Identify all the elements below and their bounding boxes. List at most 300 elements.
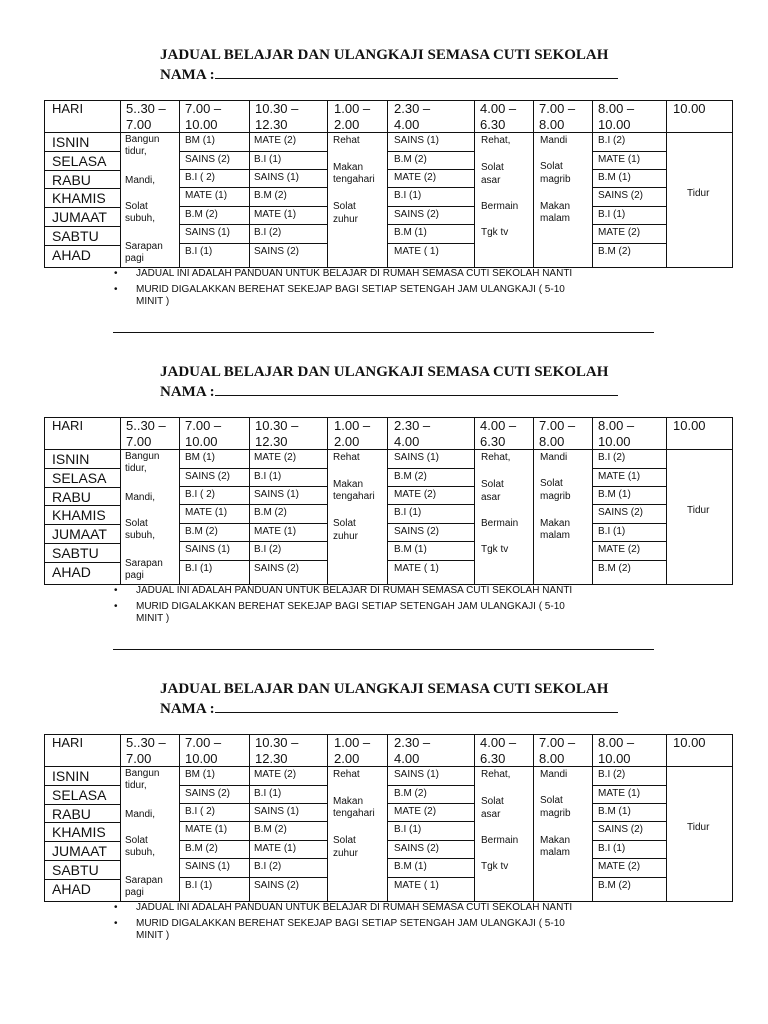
activity-text: Tgk tv	[481, 227, 509, 238]
header-time: 10.00	[673, 101, 706, 116]
subject-cell: MATE ( 1)	[394, 563, 439, 574]
note-text: JADUAL INI ADALAH PANDUAN UNTUK BELAJAR DI RUMAH SEMASA CUTI SEKOLAH NANTI	[136, 902, 573, 913]
subject-cell: B.M (2)	[598, 246, 631, 257]
row-divider	[387, 840, 474, 841]
activity-text: Rehat	[333, 135, 360, 146]
column-divider	[474, 734, 475, 902]
header-time: 2.30 – 4.00	[394, 735, 431, 766]
row-divider	[179, 468, 327, 469]
day-label: ISNIN	[52, 134, 90, 150]
column-divider	[533, 734, 534, 902]
activity-text: Solat	[125, 835, 148, 846]
subject-cell: B.M (1)	[394, 544, 427, 555]
row-divider	[179, 523, 327, 524]
name-label: NAMA :	[160, 384, 215, 400]
activity-text: asar	[481, 175, 501, 186]
activity-text: Makan	[540, 518, 571, 529]
subject-cell: B.I (1)	[598, 843, 626, 854]
column-divider	[666, 417, 667, 585]
name-field	[160, 383, 618, 401]
day-label: JUMAAT	[52, 526, 107, 542]
bullet-icon: •	[114, 918, 118, 929]
activity-text: zuhur	[333, 531, 359, 542]
subject-cell: SAINS (2)	[185, 471, 231, 482]
column-divider	[474, 417, 475, 585]
row-divider	[44, 151, 120, 152]
schedule-title: JADUAL BELAJAR DAN ULANGKAJI SEMASA CUTI SEKOLAH	[160, 47, 609, 63]
activity-text: Sarapan	[125, 558, 163, 569]
day-label: ISNIN	[52, 768, 90, 784]
row-divider	[387, 785, 474, 786]
subject-cell: B.M (2)	[254, 824, 287, 835]
header-time: 2.30 – 4.00	[394, 101, 431, 132]
row-divider	[592, 486, 666, 487]
day-label: KHAMIS	[52, 190, 106, 206]
row-divider	[179, 840, 327, 841]
subject-cell: MATE (2)	[394, 172, 437, 183]
subject-cell: B.I (1)	[394, 824, 422, 835]
row-divider	[44, 860, 120, 861]
day-label: AHAD	[52, 881, 91, 897]
schedule-table	[44, 417, 733, 585]
activity-text: Bermain	[481, 835, 519, 846]
subject-cell: B.M (2)	[185, 843, 218, 854]
header-time: 7.00 – 10.00	[185, 418, 222, 449]
bullet-icon: •	[114, 268, 118, 279]
subject-cell: MATE ( 1)	[394, 246, 439, 257]
subject-cell: B.I (1)	[394, 507, 422, 518]
column-divider	[666, 100, 667, 268]
activity-text: Tidur	[687, 822, 710, 833]
subject-cell: MATE (2)	[254, 769, 297, 780]
row-divider	[592, 803, 666, 804]
subject-cell: MATE (1)	[254, 526, 297, 537]
row-divider	[44, 468, 120, 469]
column-divider	[474, 100, 475, 268]
row-divider	[44, 822, 120, 823]
subject-cell: B.I ( 2)	[185, 806, 216, 817]
row-divider	[387, 504, 474, 505]
activity-text: tidur,	[125, 463, 147, 474]
row-divider	[44, 505, 120, 506]
activity-text: Bermain	[481, 518, 519, 529]
row-divider	[592, 560, 666, 561]
column-divider	[327, 417, 328, 585]
day-label: SABTU	[52, 228, 99, 244]
row-divider	[592, 821, 666, 822]
row-divider	[44, 524, 120, 525]
name-label: NAMA :	[160, 701, 215, 717]
row-divider	[592, 858, 666, 859]
subject-cell: B.I (1)	[254, 788, 282, 799]
subject-cell: MATE (2)	[598, 544, 641, 555]
note-text: JADUAL INI ADALAH PANDUAN UNTUK BELAJAR DI RUMAH SEMASA CUTI SEKOLAH NANTI	[136, 268, 573, 279]
activity-text: Solat	[540, 161, 563, 172]
subject-cell: B.I (2)	[598, 769, 626, 780]
note-text: MINIT )	[136, 613, 170, 624]
row-divider	[44, 226, 120, 227]
row-divider	[387, 486, 474, 487]
subject-cell: SAINS (2)	[598, 507, 644, 518]
subject-cell: SAINS (2)	[185, 788, 231, 799]
column-divider	[120, 417, 121, 585]
subject-cell: SAINS (1)	[254, 806, 300, 817]
subject-cell: B.I (1)	[185, 563, 213, 574]
subject-cell: MATE (1)	[254, 843, 297, 854]
header-time: 10.30 – 12.30	[255, 418, 299, 449]
subject-cell: MATE (2)	[598, 227, 641, 238]
activity-text: Solat	[540, 795, 563, 806]
row-divider	[44, 188, 120, 189]
subject-cell: SAINS (2)	[394, 526, 440, 537]
activity-text: Bangun	[125, 134, 160, 145]
subject-cell: SAINS (1)	[254, 489, 300, 500]
activity-text: zuhur	[333, 214, 359, 225]
subject-cell: B.I (2)	[254, 544, 282, 555]
row-divider	[387, 803, 474, 804]
row-divider	[44, 562, 120, 563]
subject-cell: B.M (2)	[598, 563, 631, 574]
row-divider	[592, 224, 666, 225]
note-text: MURID DIGALAKKAN BEREHAT SEKEJAP BAGI SETIAP SETENGAH JAM ULANGKAJI ( 5-10	[136, 918, 565, 929]
subject-cell: SAINS (1)	[394, 769, 440, 780]
row-divider	[44, 245, 120, 246]
day-label: SELASA	[52, 153, 107, 169]
activity-text: tidur,	[125, 146, 147, 157]
activity-text: Solat	[125, 201, 148, 212]
activity-text: Solat	[481, 162, 504, 173]
row-divider	[592, 877, 666, 878]
notes-list	[114, 585, 572, 625]
activity-text: Solat	[333, 835, 356, 846]
subject-cell: MATE (2)	[394, 806, 437, 817]
note-text: MINIT )	[136, 930, 170, 941]
subject-cell: B.M (2)	[394, 154, 427, 165]
subject-cell: B.M (1)	[598, 172, 631, 183]
subject-cell: SAINS (2)	[394, 209, 440, 220]
activity-text: magrib	[540, 491, 571, 502]
activity-text: magrib	[540, 808, 571, 819]
bullet-icon: •	[114, 284, 118, 295]
activity-text: Rehat	[333, 452, 360, 463]
header-time: 5..30 – 7.00	[126, 735, 166, 766]
activity-text: Rehat	[333, 769, 360, 780]
note-item	[114, 585, 572, 597]
row-divider	[592, 468, 666, 469]
header-time: 7.00 – 8.00	[539, 735, 576, 766]
subject-cell: B.M (2)	[185, 526, 218, 537]
row-divider	[592, 151, 666, 152]
header-time: 8.00 – 10.00	[598, 418, 635, 449]
subject-cell: MATE (2)	[254, 135, 297, 146]
header-time: 7.00 – 8.00	[539, 418, 576, 449]
subject-cell: B.I (1)	[598, 209, 626, 220]
day-label: SABTU	[52, 545, 99, 561]
note-item	[114, 296, 572, 308]
activity-text: Solat	[125, 518, 148, 529]
subject-cell: MATE (2)	[598, 861, 641, 872]
name-underline	[215, 66, 618, 79]
activity-text: asar	[481, 809, 501, 820]
activity-text: magrib	[540, 174, 571, 185]
row-divider	[44, 543, 120, 544]
subject-cell: SAINS (2)	[254, 246, 300, 257]
subject-cell: B.I (1)	[254, 154, 282, 165]
row-divider	[179, 504, 327, 505]
header-time: 7.00 – 8.00	[539, 101, 576, 132]
activity-text: Solat	[481, 796, 504, 807]
activity-text: Makan	[333, 796, 364, 807]
header-time: 7.00 – 10.00	[185, 101, 222, 132]
row-divider	[387, 858, 474, 859]
column-divider	[533, 417, 534, 585]
row-divider	[44, 170, 120, 171]
activity-text: Mandi,	[125, 175, 156, 186]
column-divider	[120, 734, 121, 902]
schedule-block	[0, 634, 768, 951]
name-underline	[215, 383, 618, 396]
activity-text: Bermain	[481, 201, 519, 212]
activity-text: zuhur	[333, 848, 359, 859]
note-item	[114, 613, 572, 625]
day-label: KHAMIS	[52, 824, 106, 840]
subject-cell: SAINS (1)	[185, 227, 231, 238]
activity-text: Tidur	[687, 188, 710, 199]
subject-cell: SAINS (2)	[394, 843, 440, 854]
activity-text: malam	[540, 847, 571, 858]
notes-list	[114, 268, 572, 308]
day-label: AHAD	[52, 564, 91, 580]
subject-cell: B.M (1)	[598, 806, 631, 817]
note-item	[114, 601, 572, 613]
row-divider	[387, 243, 474, 244]
subject-cell: B.M (2)	[254, 507, 287, 518]
activity-text: tengahari	[333, 808, 375, 819]
row-divider	[387, 523, 474, 524]
subject-cell: B.M (2)	[185, 209, 218, 220]
header-time: 5..30 – 7.00	[126, 418, 166, 449]
day-label: SELASA	[52, 787, 107, 803]
row-divider	[387, 187, 474, 188]
subject-cell: MATE (1)	[185, 507, 228, 518]
note-item	[114, 918, 572, 930]
activity-text: Mandi	[540, 769, 568, 780]
row-divider	[179, 151, 327, 152]
schedule-table	[44, 734, 733, 902]
activity-text: subuh,	[125, 847, 156, 858]
row-divider	[179, 486, 327, 487]
column-divider	[120, 100, 121, 268]
row-divider	[179, 224, 327, 225]
activity-text: Makan	[540, 201, 571, 212]
subject-cell: SAINS (2)	[254, 563, 300, 574]
subject-cell: MATE (1)	[185, 190, 228, 201]
activity-text: Rehat,	[481, 452, 511, 463]
subject-cell: SAINS (1)	[394, 452, 440, 463]
row-divider	[592, 206, 666, 207]
note-item	[114, 930, 572, 942]
name-underline	[215, 700, 618, 713]
note-item	[114, 268, 572, 280]
header-time: 4.00 – 6.30	[480, 735, 517, 766]
header-time: 7.00 – 10.00	[185, 735, 222, 766]
subject-cell: BM (1)	[185, 135, 215, 146]
row-divider	[179, 187, 327, 188]
day-label: JUMAAT	[52, 209, 107, 225]
subject-cell: B.M (1)	[394, 227, 427, 238]
row-divider	[592, 785, 666, 786]
day-label: RABU	[52, 172, 91, 188]
header-time: 8.00 – 10.00	[598, 101, 635, 132]
subject-cell: SAINS (2)	[254, 880, 300, 891]
subject-cell: SAINS (1)	[185, 544, 231, 555]
note-item	[114, 902, 572, 914]
row-divider	[387, 877, 474, 878]
activity-text: Bangun	[125, 768, 160, 779]
subject-cell: B.I (2)	[254, 861, 282, 872]
row-divider	[387, 821, 474, 822]
subject-cell: B.I (1)	[598, 526, 626, 537]
note-item	[114, 284, 572, 296]
column-divider	[666, 734, 667, 902]
subject-cell: B.M (2)	[394, 471, 427, 482]
bullet-icon: •	[114, 601, 118, 612]
activity-text: Makan	[540, 835, 571, 846]
subject-cell: B.I (1)	[254, 471, 282, 482]
row-divider	[387, 151, 474, 152]
header-time: 2.30 – 4.00	[394, 418, 431, 449]
header-time: 4.00 – 6.30	[480, 101, 517, 132]
activity-text: pagi	[125, 887, 144, 898]
subject-cell: MATE (2)	[394, 489, 437, 500]
row-divider	[179, 560, 327, 561]
schedule-table	[44, 100, 733, 268]
day-label: KHAMIS	[52, 507, 106, 523]
name-field	[160, 700, 618, 718]
day-label: SABTU	[52, 862, 99, 878]
subject-cell: B.M (1)	[394, 861, 427, 872]
activity-text: malam	[540, 530, 571, 541]
activity-text: Sarapan	[125, 241, 163, 252]
subject-cell: MATE (1)	[254, 209, 297, 220]
day-label: RABU	[52, 489, 91, 505]
row-divider	[387, 468, 474, 469]
note-text: JADUAL INI ADALAH PANDUAN UNTUK BELAJAR DI RUMAH SEMASA CUTI SEKOLAH NANTI	[136, 585, 573, 596]
header-hari: HARI	[52, 101, 84, 116]
bullet-icon: •	[114, 902, 118, 913]
activity-text: asar	[481, 492, 501, 503]
subject-cell: B.I (2)	[254, 227, 282, 238]
row-divider	[592, 243, 666, 244]
day-label: ISNIN	[52, 451, 90, 467]
row-divider	[44, 841, 120, 842]
header-time: 1.00 – 2.00	[334, 101, 371, 132]
row-divider	[44, 207, 120, 208]
note-text: MURID DIGALAKKAN BEREHAT SEKEJAP BAGI SETIAP SETENGAH JAM ULANGKAJI ( 5-10	[136, 284, 565, 295]
header-time: 4.00 – 6.30	[480, 418, 517, 449]
activity-text: Sarapan	[125, 875, 163, 886]
row-divider	[179, 206, 327, 207]
header-time: 5..30 – 7.00	[126, 101, 166, 132]
activity-text: subuh,	[125, 213, 156, 224]
schedule-title: JADUAL BELAJAR DAN ULANGKAJI SEMASA CUTI SEKOLAH	[160, 364, 609, 380]
header-time: 10.00	[673, 418, 706, 433]
subject-cell: B.I (1)	[185, 880, 213, 891]
activity-text: Bangun	[125, 451, 160, 462]
activity-text: Tidur	[687, 505, 710, 516]
activity-text: Solat	[540, 478, 563, 489]
row-divider	[179, 858, 327, 859]
row-divider	[592, 523, 666, 524]
note-text: MURID DIGALAKKAN BEREHAT SEKEJAP BAGI SETIAP SETENGAH JAM ULANGKAJI ( 5-10	[136, 601, 565, 612]
row-divider	[387, 169, 474, 170]
day-label: SELASA	[52, 470, 107, 486]
day-label: RABU	[52, 806, 91, 822]
name-label: NAMA :	[160, 67, 215, 83]
subject-cell: MATE (1)	[185, 824, 228, 835]
header-time: 8.00 – 10.00	[598, 735, 635, 766]
subject-cell: MATE (2)	[254, 452, 297, 463]
row-divider	[387, 541, 474, 542]
activity-text: Solat	[481, 479, 504, 490]
activity-text: pagi	[125, 570, 144, 581]
activity-text: Makan	[333, 479, 364, 490]
row-divider	[44, 487, 120, 488]
subject-cell: SAINS (1)	[394, 135, 440, 146]
subject-cell: SAINS (2)	[185, 154, 231, 165]
subject-cell: SAINS (2)	[598, 190, 644, 201]
subject-cell: B.I (1)	[394, 190, 422, 201]
activity-text: tengahari	[333, 174, 375, 185]
activity-text: Solat	[333, 201, 356, 212]
subject-cell: SAINS (1)	[185, 861, 231, 872]
subject-cell: B.M (2)	[394, 788, 427, 799]
activity-text: Rehat,	[481, 135, 511, 146]
row-divider	[592, 187, 666, 188]
header-time: 10.00	[673, 735, 706, 750]
column-divider	[327, 100, 328, 268]
subject-cell: MATE (1)	[598, 154, 641, 165]
row-divider	[179, 821, 327, 822]
activity-text: Mandi	[540, 452, 568, 463]
bullet-icon: •	[114, 585, 118, 596]
subject-cell: B.I (2)	[598, 135, 626, 146]
name-field	[160, 66, 618, 84]
column-divider	[533, 100, 534, 268]
row-divider	[592, 169, 666, 170]
header-time: 1.00 – 2.00	[334, 735, 371, 766]
row-divider	[179, 541, 327, 542]
subject-cell: SAINS (2)	[598, 824, 644, 835]
row-divider	[44, 785, 120, 786]
schedule-block	[0, 0, 768, 317]
row-divider	[179, 243, 327, 244]
activity-text: tengahari	[333, 491, 375, 502]
subject-cell: B.M (2)	[254, 190, 287, 201]
note-text: MINIT )	[136, 296, 170, 307]
activity-text: Solat	[333, 518, 356, 529]
subject-cell: MATE (1)	[598, 471, 641, 482]
day-label: JUMAAT	[52, 843, 107, 859]
header-hari: HARI	[52, 418, 84, 433]
row-divider	[387, 224, 474, 225]
subject-cell: B.I (1)	[185, 246, 213, 257]
subject-cell: B.I ( 2)	[185, 172, 216, 183]
activity-text: Tgk tv	[481, 861, 509, 872]
row-divider	[592, 840, 666, 841]
activity-text: Mandi	[540, 135, 568, 146]
activity-text: tidur,	[125, 780, 147, 791]
